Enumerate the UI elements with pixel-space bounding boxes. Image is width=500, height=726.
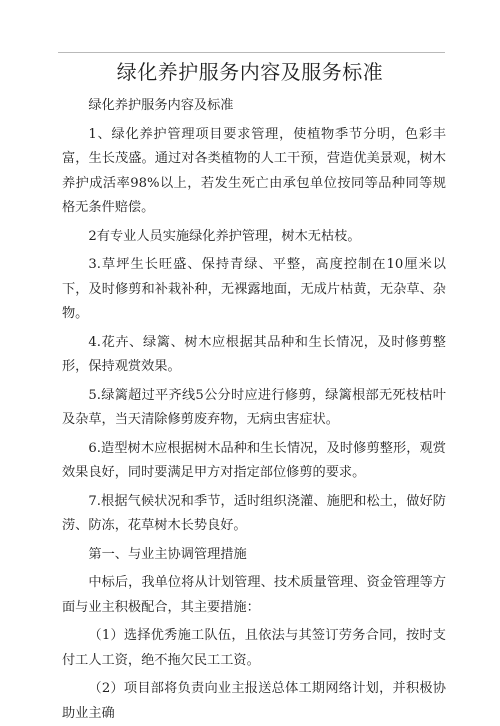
section-heading: 第一、与业主协调管理措施 bbox=[88, 546, 247, 562]
paragraph: 6.造型树木应根据树木品种和生长情况，及时修剪整形，观赏效果良好，同时要满足甲方对指定部位修剪的要求。 bbox=[62, 440, 446, 480]
paragraph: 中标后，我单位将从计划管理、技术质量管理、资金管理等方面与业主积极配合，其主要措施： bbox=[62, 575, 446, 615]
paragraph: （2）项目部将负责向业主报送总体工期网络计划，并积极协助业主确 bbox=[62, 681, 446, 721]
document-body bbox=[62, 94, 446, 726]
paragraph: 1、绿化养护管理项目要求管理，使植物季节分明，色彩丰富，生长茂盛。通过对各类植物的人工干预，营造优美景观，树木养护成活率98%以上，若发生死亡由承包单位按同等品种同等规格无条件赔偿。 bbox=[62, 126, 446, 215]
paragraph: 5.绿篱超过平齐线5公分时应进行修剪，绿篱根部无死枝枯叶及杂草，当天清除修剪废弃物，无病虫害症状。 bbox=[62, 387, 446, 427]
header-rule bbox=[58, 52, 445, 53]
paragraph: 7.根据气候状况和季节，适时组织浇灌、施肥和松土，做好防涝、防冻，花草树木长势良好。 bbox=[62, 493, 446, 533]
paragraph: 3.草坪生长旺盛、保持青绿、平整，高度控制在10厘米以下，及时修剪和补栽补种，无裸露地面，无成片枯黄，无杂草、杂物。 bbox=[62, 257, 446, 321]
paragraph: （1）选择优秀施工队伍，且依法与其签订劳务合同，按时支付工人工资，绝不拖欠民工工资。 bbox=[62, 628, 446, 668]
section-heading: 绿化养护服务内容及标准 bbox=[88, 98, 234, 113]
paragraph: 2有专业人员实施绿化养护管理，树木无枯枝。 bbox=[88, 228, 361, 244]
document-title: 绿化养护服务内容及服务标准 bbox=[116, 60, 384, 84]
paragraph: 4.花卉、绿篱、树木应根据其品种和生长情况，及时修剪整形，保持观赏效果。 bbox=[62, 334, 446, 374]
